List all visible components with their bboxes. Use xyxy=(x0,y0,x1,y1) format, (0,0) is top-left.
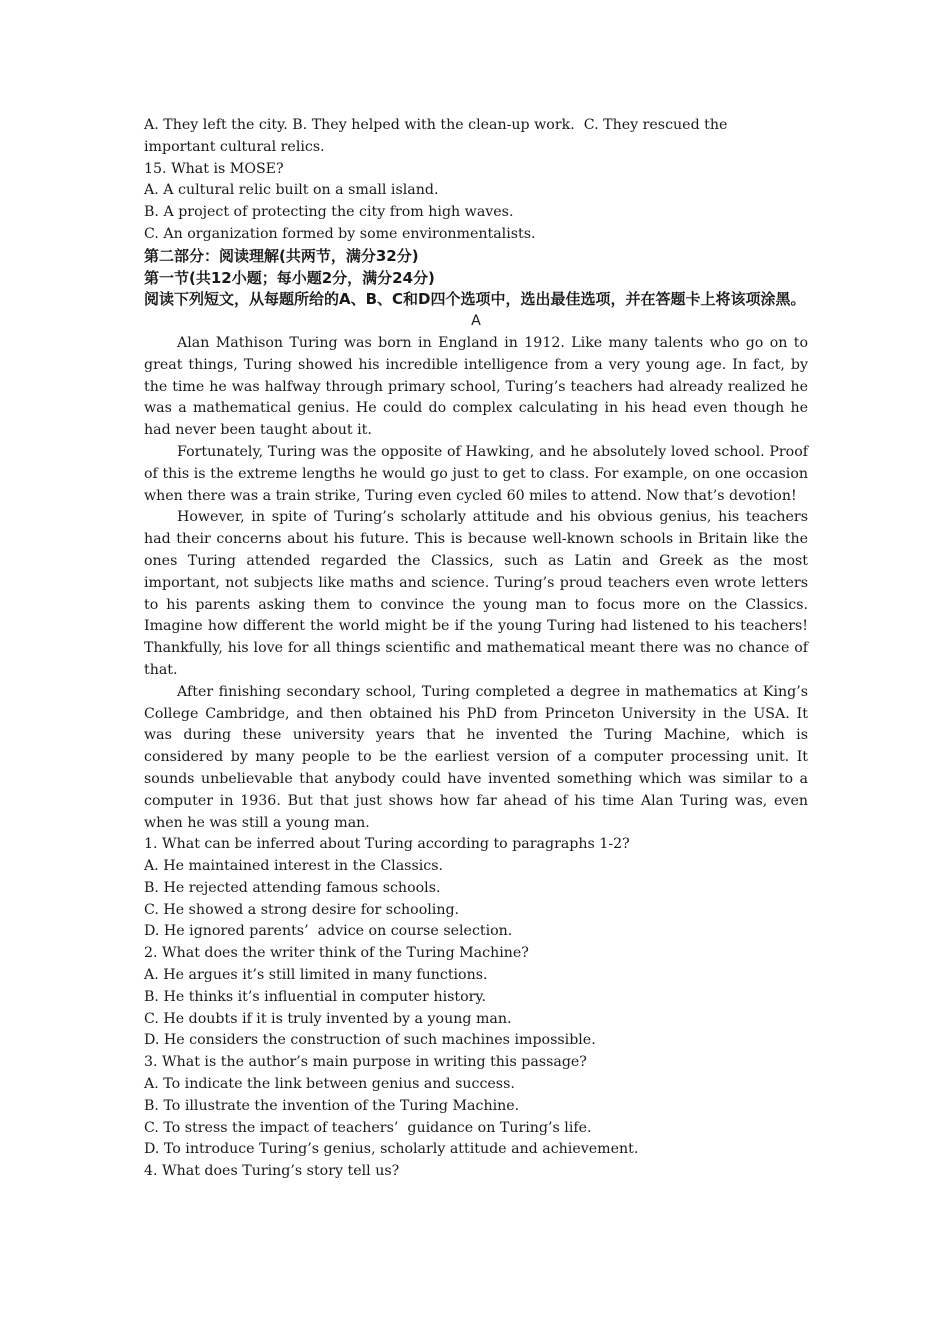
question-2-option-c: C. He doubts if it is truly invented by a young man. xyxy=(144,1010,512,1027)
passage-paragraph-1: Alan Mathison Turing was born in England in 1912. Like many talents who go on to great things, Turing showed his incredible intelligence from a very young age. In fact, by the time he was halfway through primary school, Turing’s teachers had already realized he was a mathematical genius. He could do complex calculating in his head even though he had never been taught about it. xyxy=(144,334,808,439)
question-1-stem: 1. What can be inferred about Turing according to paragraphs 1-2? xyxy=(144,836,630,853)
question-2-stem: 2. What does the writer think of the Turing Machine? xyxy=(144,945,529,962)
question-1-option-b: B. He rejected attending famous schools. xyxy=(144,879,441,896)
question-3-option-d: D. To introduce Turing’s genius, scholarly attitude and achievement. xyxy=(144,1141,639,1158)
question-3-option-a: A. To indicate the link between genius and success. xyxy=(144,1076,515,1093)
q15-stem: 15. What is MOSE? xyxy=(144,160,284,177)
q14-options-line1: A. They left the city. B. They helped with the clean-up work. C. They rescued the xyxy=(144,117,728,133)
question-1-option-d: D. He ignored parents’ advice on course selection. xyxy=(144,923,513,940)
passage-label: A xyxy=(471,313,481,330)
question-2-option-a: A. He argues it’s still limited in many functions. xyxy=(144,967,488,984)
question-3-option-b: B. To illustrate the invention of the Turing Machine. xyxy=(144,1097,520,1114)
question-1-option-a: A. He maintained interest in the Classics. xyxy=(144,858,444,875)
q14-options-line2: important cultural relics. xyxy=(144,138,325,155)
question-2-option-b: B. He thinks it’s influential in computer history. xyxy=(144,988,487,1005)
q15-option-c: C. An organization formed by some environmentalists. xyxy=(144,225,536,242)
question-2-option-d: D. He considers the construction of such machines impossible. xyxy=(144,1032,596,1049)
question-3-option-c: C. To stress the impact of teachers’ guidance on Turing’s life. xyxy=(144,1119,592,1136)
question-3-stem: 3. What is the author’s main purpose in writing this passage? xyxy=(144,1054,587,1071)
passage-paragraph-4: After finishing secondary school, Turing completed a degree in mathematics at King’s College Cambridge, and then obtained his PhD from Princeton University in the USA. It was during these university years that he invented the Turing Machine, which is considered by many people to be the earliest version of a computer processing unit. It sounds unbelievable that anybody could have invented something which was similar to a computer in 1936. But that just shows how far ahead of his time Alan Turing was, even when he was still a young man. xyxy=(144,683,808,831)
passage-paragraph-3: However, in spite of Turing’s scholarly attitude and his obvious genius, his teachers had their concerns about his future. This is because well-known schools in Britain like the ones Turing attended regarded the Classics, such as Latin and Greek as the most important, not subjects like maths and science. Turing’s proud teachers even wrote letters to his parents asking them to convince the young man to focus more on the Classics. Imagine how different the world might be if the young Turing had listened to his teachers! Thankfully, his love for all things scientific and mathematical meant there was no chance of that. xyxy=(144,509,808,678)
part-title: 第二部分：阅读理解(共两节，满分32分) xyxy=(144,246,419,265)
passage-paragraph-2: Fortunately, Turing was the opposite of Hawking, and he absolutely loved school. Proof of this is the extreme lengths he would go just to get to class. For example, on one occasion when there was a train strike, Turing even cycled 60 miles to attend. Now that’s devotion! xyxy=(144,443,808,504)
q15-option-a: A. A cultural relic built on a small island. xyxy=(144,182,439,199)
question-1-option-c: C. He showed a strong desire for schooling. xyxy=(144,901,460,918)
section-instruction: 阅读下列短文，从每题所给的A、B、C和D四个选项中，选出最佳选项，并在答题卡上将该项涂黑。 xyxy=(144,290,806,309)
section-title: 第一节(共12小题；每小题2分，满分24分) xyxy=(144,268,435,287)
q15-option-b: B. A project of protecting the city from high waves. xyxy=(144,204,514,221)
page-content xyxy=(144,115,808,1183)
question-4-stem: 4. What does Turing’s story tell us? xyxy=(144,1163,400,1180)
